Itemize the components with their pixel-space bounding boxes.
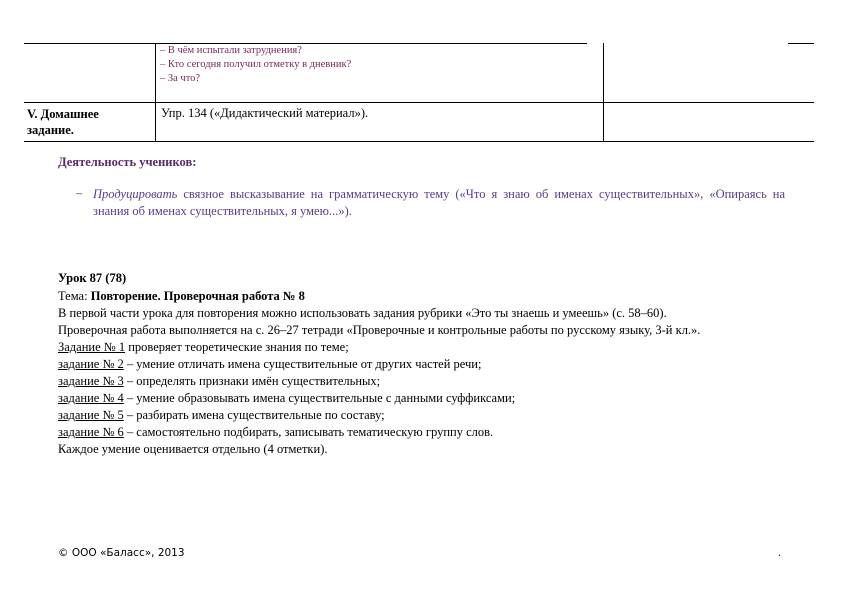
task-line: [58, 407, 385, 423]
task-text: – разбирать имена существительные по составу;: [123, 408, 385, 422]
table-question: – В чём испытали затруднения?: [160, 45, 302, 56]
lesson-topic: [58, 288, 305, 304]
activity-text: [93, 186, 785, 220]
footer-copyright: © ООО «Баласс», 2013: [58, 547, 185, 559]
lesson-topic-label: Тема:: [58, 289, 91, 303]
table-col-divider-1: [155, 43, 156, 141]
task-text: проверяет теоретические знания по теме;: [125, 340, 349, 354]
homework-section-title-line1: V. Домашнее: [27, 107, 99, 121]
task-label: задание № 6: [58, 425, 124, 439]
task-label: задание № 4: [58, 391, 124, 405]
activity-verb: Продуцировать: [93, 187, 178, 201]
lesson-topic-value: Повторение. Проверочная работа № 8: [90, 289, 305, 303]
footer-page-mark: .: [778, 545, 781, 559]
homework-section-title-line2: задание.: [27, 123, 74, 137]
task-label: задание № 3: [58, 374, 124, 388]
task-text: – умение отличать имена существительные от других частей речи;: [123, 357, 482, 371]
lesson-title: Урок 87 (78): [58, 271, 127, 285]
lesson-intro-1: В первой части урока для повторения можно использовать задания рубрики «Это ты знаешь и умеешь» (с. 58–60).: [58, 306, 667, 320]
table-col-divider-2: [603, 43, 604, 141]
table-bottom-line: [24, 141, 814, 142]
lesson-intro-2: Проверочная работа выполняется на с. 26–27 тетради «Проверочные и контрольные работы по русскому языку, 3-й кл.».: [58, 323, 701, 337]
task-line: [58, 424, 493, 440]
table-question: – Кто сегодня получил отметку в дневник?: [160, 59, 352, 70]
activity-heading: Деятельность учеников:: [58, 155, 197, 169]
activity-description: связное высказывание на грамматическую тему («Что я знаю об именах существительных», «Опираясь на знания об именах существительных, я умею...»).: [93, 187, 785, 218]
task-label: задание № 2: [58, 357, 124, 371]
lesson-closing: Каждое умение оценивается отдельно (4 отметки).: [58, 442, 328, 456]
task-text: – определять признаки имён существительных;: [123, 374, 381, 388]
homework-text: Упр. 134 («Дидактический материал»).: [161, 106, 369, 120]
table-top-line-right: [788, 43, 814, 44]
task-text: – самостоятельно подбирать, записывать тематическую группу слов.: [123, 425, 494, 439]
task-line: [58, 339, 349, 355]
activity-bullet: –: [76, 186, 83, 200]
task-line: [58, 373, 380, 389]
homework-section-title: [27, 106, 99, 138]
table-question: – За что?: [160, 73, 201, 84]
task-text: – умение образовывать имена существительные с данными суффиксами;: [123, 391, 516, 405]
task-label: задание № 5: [58, 408, 124, 422]
task-line: [58, 390, 515, 406]
task-line: [58, 356, 481, 372]
table-top-line: [24, 43, 587, 44]
task-label: Задание № 1: [58, 340, 126, 354]
table-row-divider: [24, 102, 814, 103]
